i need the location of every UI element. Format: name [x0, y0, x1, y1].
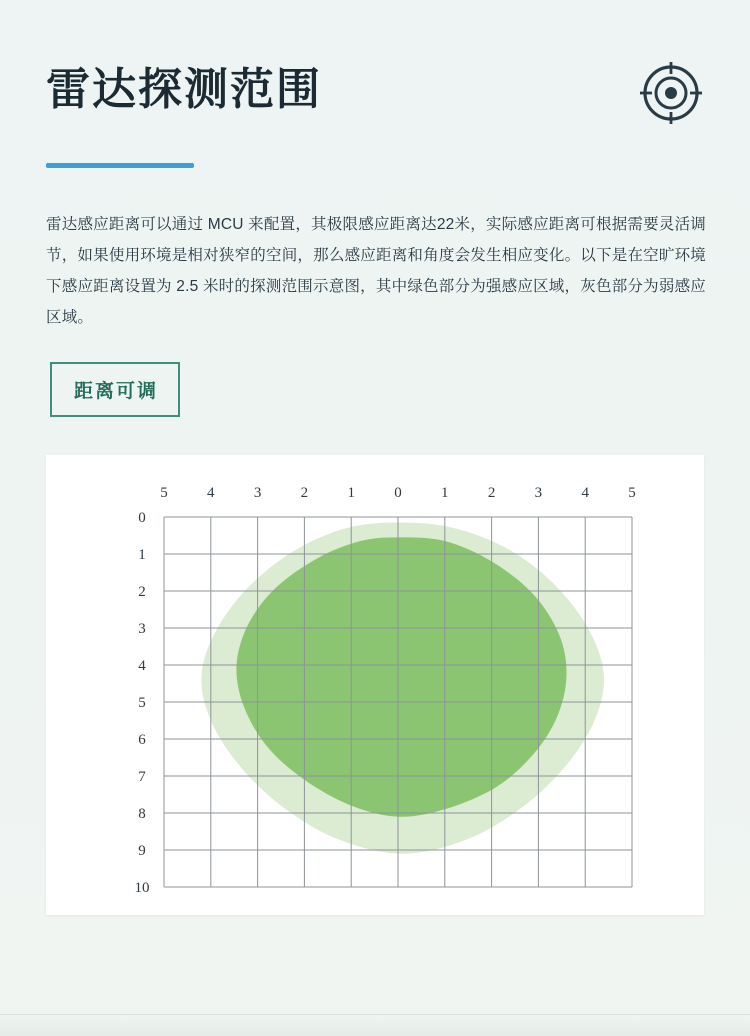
chart-canvas [46, 455, 704, 915]
x-tick-label: 0 [394, 485, 402, 501]
y-tick-label: 5 [138, 695, 146, 711]
y-tick-label: 6 [138, 732, 146, 748]
footer-strip [0, 1014, 750, 1036]
y-tick-label: 0 [138, 510, 146, 526]
x-tick-label: 3 [534, 485, 543, 501]
y-tick-label: 1 [138, 547, 146, 563]
chart-svg [46, 455, 704, 915]
x-tick-label: 1 [347, 485, 355, 501]
description-paragraph: 雷达感应距离可以通过 MCU 来配置，其极限感应距离达22米，实际感应距离可根据需要灵活调节，如果使用环境是相对狭窄的空间，那么感应距离和角度会发生相应变化。以下是在空旷环境下感应距离设置为 2.5 米时的探测范围示意图，其中绿色部分为强感应区域，灰色部分为弱感应区域。 [46, 215, 706, 326]
y-tick-label: 7 [138, 769, 146, 785]
y-tick-label: 3 [138, 621, 146, 637]
x-tick-label: 4 [581, 485, 589, 501]
x-tick-label: 2 [487, 485, 496, 501]
x-tick-label: 4 [207, 485, 215, 501]
y-tick-label: 10 [134, 880, 150, 896]
y-tick-label: 8 [138, 806, 146, 822]
x-tick-label: 3 [253, 485, 262, 501]
title-accent-bar [46, 163, 194, 168]
page-title: 雷达探测范围 [46, 65, 322, 114]
page-header [46, 56, 704, 136]
y-tick-label: 9 [138, 843, 146, 859]
x-tick-label: 2 [300, 485, 309, 501]
radar-target-icon [640, 62, 702, 124]
status-badge: 距离可调 [50, 362, 180, 417]
detection-range-chart [46, 455, 704, 915]
x-tick-label: 5 [160, 485, 168, 501]
x-tick-label: 5 [628, 485, 636, 501]
y-tick-label: 4 [138, 658, 146, 674]
y-tick-label: 2 [138, 584, 146, 600]
x-tick-label: 1 [441, 485, 449, 501]
